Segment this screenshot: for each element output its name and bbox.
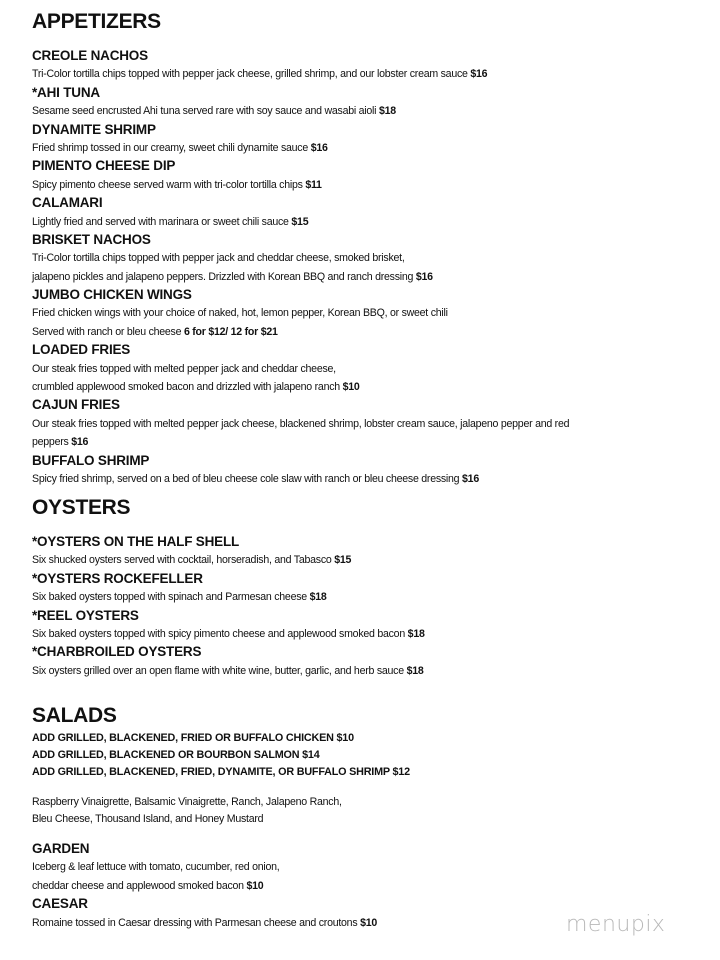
item-description: Our steak fries topped with melted pepper jack and cheddar cheese, [32,362,336,375]
menu-item [32,121,569,158]
item-price: $10 [360,916,378,929]
item-price: $16 [415,270,433,283]
item-price: $18 [309,591,327,604]
item-name: *OYSTERS ON THE HALF SHELL [32,534,240,549]
dressing-line: Raspberry Vinaigrette, Balsamic Vinaigrette, Ranch, Jalapeno Ranch, [32,796,342,808]
menu-item [32,570,425,607]
menu-item [32,452,569,489]
item-description: peppers $16 [32,436,89,449]
item-name: CAJUN FRIES [32,397,120,413]
add-protein-option: ADD GRILLED, BLACKENED, FRIED, DYNAMITE, OR BUFFALO SHRIMP $12 [32,766,410,778]
item-name: PIMENTO CHEESE DIP [32,158,176,174]
item-name: CREOLE NACHOS [32,48,148,63]
item-price: $10 [246,879,264,892]
item-price: $16 [310,141,328,154]
item-description: Served with ranch or bleu cheese 6 for $12/ 12 for $21 [32,325,278,338]
item-description: Six baked oysters topped with spinach and Parmesan cheese $18 [32,591,327,604]
item-name: GARDEN [32,841,90,856]
item-description: Lightly fried and served with marinara or sweet chili sauce $15 [32,215,309,228]
watermark-logo: menupix [566,912,666,937]
item-description: Tri-Color tortilla chips topped with pepper jack and cheddar cheese, smoked brisket, [32,252,405,265]
item-description: Fried chicken wings with your choice of naked, hot, lemon pepper, Korean BBQ, or sweet chili [32,307,448,320]
item-price: $15 [334,554,352,567]
item-description: crumbled applewood smoked bacon and drizzled with jalapeno ranch $10 [32,381,360,394]
menu-section-oysters [32,496,425,680]
menu-item [32,47,569,84]
item-description: Spicy fried shrimp, served on a bed of bleu cheese cole slaw with ranch or bleu cheese dressing $16 [32,472,479,485]
menu-item [32,84,569,121]
menu-item [32,157,569,194]
item-name: BRISKET NACHOS [32,231,151,247]
item-price: 6 for $12/ 12 for $21 [183,325,278,338]
item-description: Spicy pimento cheese served warm with tri-color tortilla chips $11 [32,178,322,191]
item-name: *REEL OYSTERS [32,607,139,623]
menu-item [32,341,569,396]
item-name: JUMBO CHICKEN WINGS [32,287,192,303]
menu-item [32,194,569,231]
item-name: BUFFALO SHRIMP [32,452,150,468]
item-description: Six shucked oysters served with cocktail, horseradish, and Tabasco $15 [32,554,352,567]
menu-item [32,533,425,570]
item-price: $16 [470,68,488,81]
menu-item [32,396,569,451]
menu-section-salads [32,704,410,932]
item-price: $11 [305,178,322,191]
menu-item [32,840,410,895]
item-price: $18 [406,664,424,677]
item-description: Our steak fries topped with melted pepper jack cheese, blackened shrimp, lobster cream sauce, jalapeno pepper and red [32,417,570,430]
item-description: Tri-Color tortilla chips topped with pepper jack cheese, grilled shrimp, and our lobster cream sauce $16 [32,68,488,81]
menu-section-appetizers [32,10,569,488]
item-description: Sesame seed encrusted Ahi tuna served rare with soy sauce and wasabi aioli $18 [32,105,396,118]
item-description: Six oysters grilled over an open flame with white wine, butter, garlic, and herb sauce $18 [32,664,424,677]
item-name: *CHARBROILED OYSTERS [32,644,202,660]
item-name: DYNAMITE SHRIMP [32,121,156,137]
item-name: LOADED FRIES [32,342,131,358]
dressing-list [32,794,410,827]
item-description: cheddar cheese and applewood smoked bacon $10 [32,879,264,892]
item-price: $18 [407,627,425,640]
menu-item [32,286,569,341]
add-protein-option: ADD GRILLED, BLACKENED OR BOURBON SALMON $14 [32,749,320,761]
item-name: CALAMARI [32,195,103,211]
item-description: jalapeno pickles and jalapeno peppers. Drizzled with Korean BBQ and ranch dressing $16 [32,270,433,283]
item-description: Six baked oysters topped with spicy pimento cheese and applewood smoked bacon $18 [32,627,425,640]
item-name: *AHI TUNA [32,84,100,100]
item-description: Iceberg & leaf lettuce with tomato, cucumber, red onion, [32,861,280,874]
item-description: Romaine tossed in Caesar dressing with Parmesan cheese and croutons $10 [32,916,378,929]
menu-item [32,231,569,286]
item-price: $15 [291,215,309,228]
menu-item [32,607,425,644]
item-name: *OYSTERS ROCKEFELLER [32,570,203,586]
item-description: Fried shrimp tossed in our creamy, sweet chili dynamite sauce $16 [32,141,328,154]
item-price: $10 [342,381,360,394]
section-title: SALADS [32,704,117,727]
menu-item [32,643,425,680]
menu-item [32,895,410,932]
dressing-line: Bleu Cheese, Thousand Island, and Honey Mustard [32,812,264,825]
item-name: CAESAR [32,896,88,912]
item-price: $16 [71,436,89,449]
item-price: $16 [462,472,479,485]
section-title: OYSTERS [32,496,131,519]
item-price: $18 [378,105,396,118]
section-title: APPETIZERS [32,10,161,33]
add-protein-option: ADD GRILLED, BLACKENED, FRIED OR BUFFALO CHICKEN $10 [32,732,354,744]
